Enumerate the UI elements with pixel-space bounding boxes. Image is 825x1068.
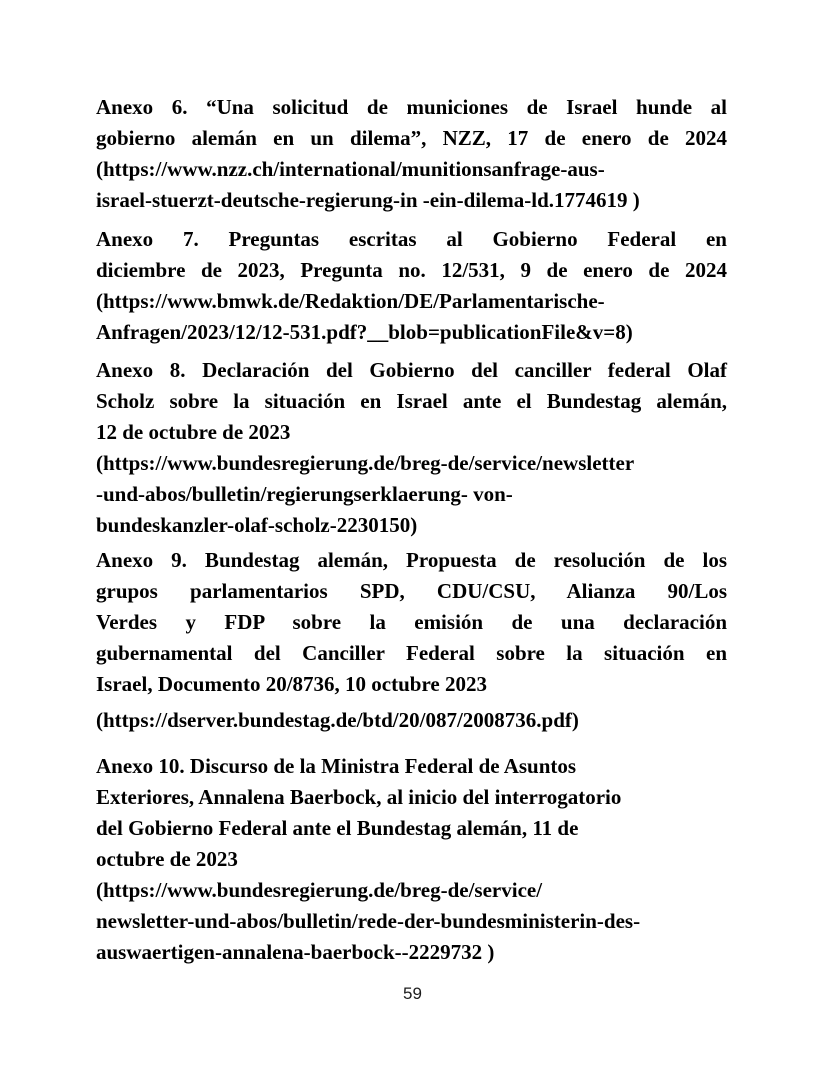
text-line: grupos parlamentarios SPD, CDU/CSU, Alianza 90/Los (96, 579, 727, 603)
annex-reference-list (96, 92, 727, 974)
url-text-line: auswaertigen-annalena-baerbock--2229732 ) (96, 940, 495, 964)
url-text-line: (https://dserver.bundestag.de/btd/20/087/2008736.pdf) (96, 708, 579, 732)
text-line: diciembre de 2023, Pregunta no. 12/531, 9 de enero de 2024 (96, 258, 727, 282)
url-text-line: bundeskanzler-olaf-scholz-2230150) (96, 513, 418, 537)
text-line: octubre de 2023 (96, 847, 238, 871)
text-line: gubernamental del Canciller Federal sobre la situación en (96, 641, 727, 665)
url-text-line: -und-abos/bulletin/regierungserklaerung- von- (96, 482, 513, 506)
paragraph-anexo-10 (96, 751, 727, 968)
text-line: Exteriores, Annalena Baerbock, al inicio del interrogatorio (96, 785, 622, 809)
url-text-line: israel-stuerzt-deutsche-regierung-in -ein-dilema-ld.1774619 ) (96, 188, 640, 212)
text-line: Anexo 7. Preguntas escritas al Gobierno Federal en (96, 227, 727, 251)
paragraph-anexo-9-url (96, 705, 727, 736)
text-line: gobierno alemán en un dilema”, NZZ, 17 de enero de 2024 (96, 126, 727, 150)
text-line: Anexo 9. Bundestag alemán, Propuesta de resolución de los (96, 548, 727, 572)
paragraph-anexo-7 (96, 224, 727, 348)
url-text-line: (https://www.bmwk.de/Redaktion/DE/Parlamentarische- (96, 289, 605, 313)
text-line: del Gobierno Federal ante el Bundestag alemán, 11 de (96, 816, 579, 840)
url-text-line: newsletter-und-abos/bulletin/rede-der-bundesministerin-des- (96, 909, 641, 933)
text-line: Verdes y FDP sobre la emisión de una declaración (96, 610, 727, 634)
paragraph-anexo-6 (96, 92, 727, 216)
paragraph-anexo-9 (96, 545, 727, 700)
text-line: Anexo 10. Discurso de la Ministra Federal de Asuntos (96, 754, 577, 778)
paragraph-anexo-8 (96, 355, 727, 541)
url-text-line: (https://www.bundesregierung.de/breg-de/service/newsletter (96, 451, 635, 475)
url-text-line: Anfragen/2023/12/12-531.pdf?__blob=publicationFile&v=8) (96, 320, 633, 344)
url-text-line: (https://www.nzz.ch/international/munitionsanfrage-aus- (96, 157, 605, 181)
text-line: Scholz sobre la situación en Israel ante el Bundestag alemán, (96, 389, 727, 413)
text-line: 12 de octubre de 2023 (96, 420, 291, 444)
url-text-line: (https://www.bundesregierung.de/breg-de/service/ (96, 878, 543, 902)
text-line: Anexo 8. Declaración del Gobierno del canciller federal Olaf (96, 358, 727, 382)
text-line: Anexo 6. “Una solicitud de municiones de Israel hunde al (96, 95, 727, 119)
text-line: Israel, Documento 20/8736, 10 octubre 2023 (96, 672, 487, 696)
page-number: 59 (403, 984, 422, 1003)
